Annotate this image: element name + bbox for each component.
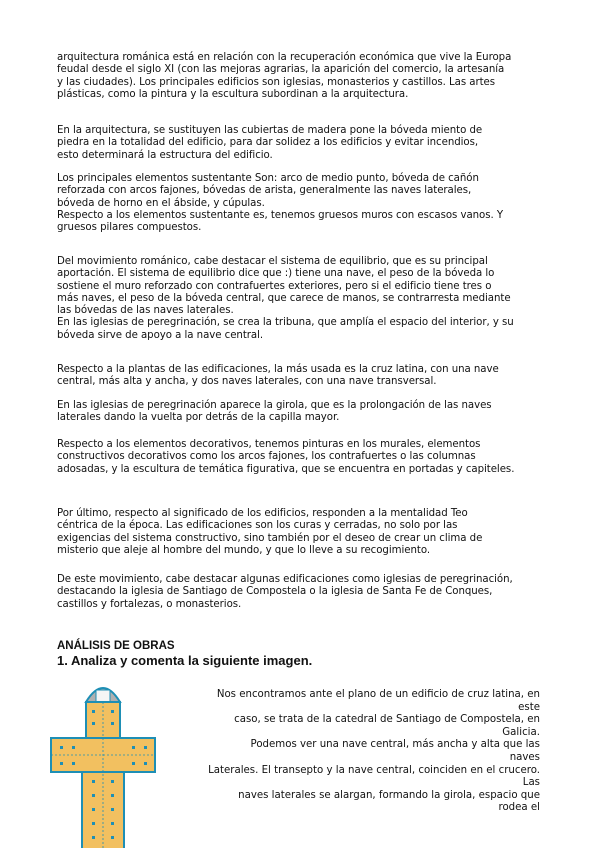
text-line: En las iglesias de peregrinación, se crea la tribuna, que amplía el espacio del interior, y su	[57, 317, 514, 329]
text-line: sostiene el muro reforzado con contrafuertes exteriores, pero si el edificio tiene tres o	[57, 280, 492, 292]
text-line: más naves, el peso de la bóveda central, que carece de manos, se contrarresta mediante	[57, 292, 511, 304]
text-line: feudal desde el siglo XI (con las mejoras agrarias, la aparición del comercio, la artesanía	[57, 64, 505, 76]
text-line: naves laterales se alargan, formando la girola, espacio que	[238, 789, 540, 801]
text-line: En la arquitectura, se sustituyen las cubiertas de madera pone la bóveda miento de	[57, 125, 483, 136]
text-line: destacando la iglesia de Santiago de Compostela o la iglesia de Santa Fe de Conques,	[57, 586, 493, 598]
text-line: constructivos decorativos como los arcos fajones, los contrafuertes o las columnas	[57, 451, 476, 463]
text-line: central, más alta y ancha, y dos naves laterales, con una nave transversal.	[57, 376, 437, 388]
text-line: y las ciudades). Los principales edificios son iglesias, monasterios y castillos. Las artes	[57, 76, 496, 88]
text-line: céntrica de la época. Las edificaciones son los curas y cerradas, no solo por las	[57, 520, 458, 532]
text-line: Respecto a los elementos decorativos, tenemos pinturas en los murales, elementos	[57, 439, 481, 450]
paragraph-examples	[57, 574, 572, 611]
text-line: arquitectura románica está en relación con la recuperación económica que vive la Europa	[57, 52, 512, 63]
text-line: adosadas, y la escultura de temática figurativa, que se encuentra en portadas y capiteles.	[57, 463, 515, 475]
paragraph-support-elements	[57, 173, 572, 234]
text-line: misterio que aleje al hombre del mundo, y que lo lleve a su recogimiento.	[57, 544, 431, 556]
exercise-heading: 1. Analiza y comenta la siguiente imagen.	[57, 653, 313, 668]
text-line: piedra en la totalidad del edificio, para dar solidez a los edificios y evitar incendios,	[57, 137, 479, 149]
text-line: naves	[509, 751, 540, 763]
text-line: reforzada con arcos fajones, bóvedas de arista, generalmente las naves laterales,	[57, 185, 472, 197]
text-line: Las	[522, 777, 540, 789]
paragraph-decoration	[57, 439, 572, 476]
image-analysis-text	[190, 689, 540, 815]
text-line: caso, se trata de la catedral de Santiago de Compostela, en	[234, 714, 540, 726]
text-line: las bóvedas de las naves laterales.	[57, 305, 234, 317]
text-line: rodea el	[498, 802, 540, 814]
text-line: Del movimiento románico, cabe destacar el sistema de equilibrio, que es su principal	[57, 256, 488, 267]
text-line: En las iglesias de peregrinación aparece la girola, que es la prolongación de las naves	[57, 400, 492, 411]
text-line: Podemos ver una nave central, más ancha y alta que las	[250, 739, 540, 751]
text-line: Galicia.	[502, 726, 540, 738]
text-line: laterales dando la vuelta por detrás de la capilla mayor.	[57, 412, 340, 424]
text-line: gruesos pilares compuestos.	[57, 222, 202, 234]
cross-plan-shape	[51, 688, 155, 848]
text-line: bóveda sirve de apoyo a la nave central.	[57, 329, 264, 341]
section-heading: ANÁLISIS DE OBRAS	[57, 640, 175, 652]
text-line: este	[518, 701, 540, 713]
text-line: Por último, respecto al significado de los edificios, responden a la mentalidad Teo	[57, 508, 468, 519]
paragraph-equilibrium	[57, 256, 572, 342]
paragraph-floor-plan	[57, 364, 572, 389]
text-line: De este movimiento, cabe destacar algunas edificaciones como iglesias de peregrinación,	[57, 574, 513, 585]
text-line: plásticas, como la pintura y la escultura subordinan a la arquitectura.	[57, 88, 409, 100]
paragraph-girola	[57, 400, 572, 425]
text-line: bóveda de horno en el ábside, y cúpulas.	[57, 197, 265, 209]
text-line: exigencias del sistema constructivo, sino también por el deseo de crear un clima de	[57, 532, 483, 544]
text-line: Nos encontramos ante el plano de un edificio de cruz latina, en	[216, 689, 540, 700]
text-line: Respecto a los elementos sustentante es, tenemos gruesos muros con escasos vanos. Y	[57, 209, 504, 221]
text-line: Los principales elementos sustentante Son: arco de medio punto, bóveda de cañón	[57, 173, 479, 184]
text-line: aportación. El sistema de equilibrio dice que :) tiene una nave, el peso de la bóveda lo	[57, 268, 495, 280]
paragraph-vaults	[57, 125, 572, 162]
paragraph-meaning	[57, 508, 572, 557]
text-line: esto determinará la estructura del edificio.	[57, 149, 273, 161]
paragraph-context	[57, 52, 572, 101]
cathedral-floor-plan-image	[48, 676, 158, 848]
text-line: Respecto a la plantas de las edificaciones, la más usada es la cruz latina, con una nave	[57, 364, 499, 375]
text-line: Laterales. El transepto y la nave central, coinciden en el crucero.	[208, 764, 540, 776]
text-line: castillos y fortalezas, o monasterios.	[57, 598, 242, 610]
